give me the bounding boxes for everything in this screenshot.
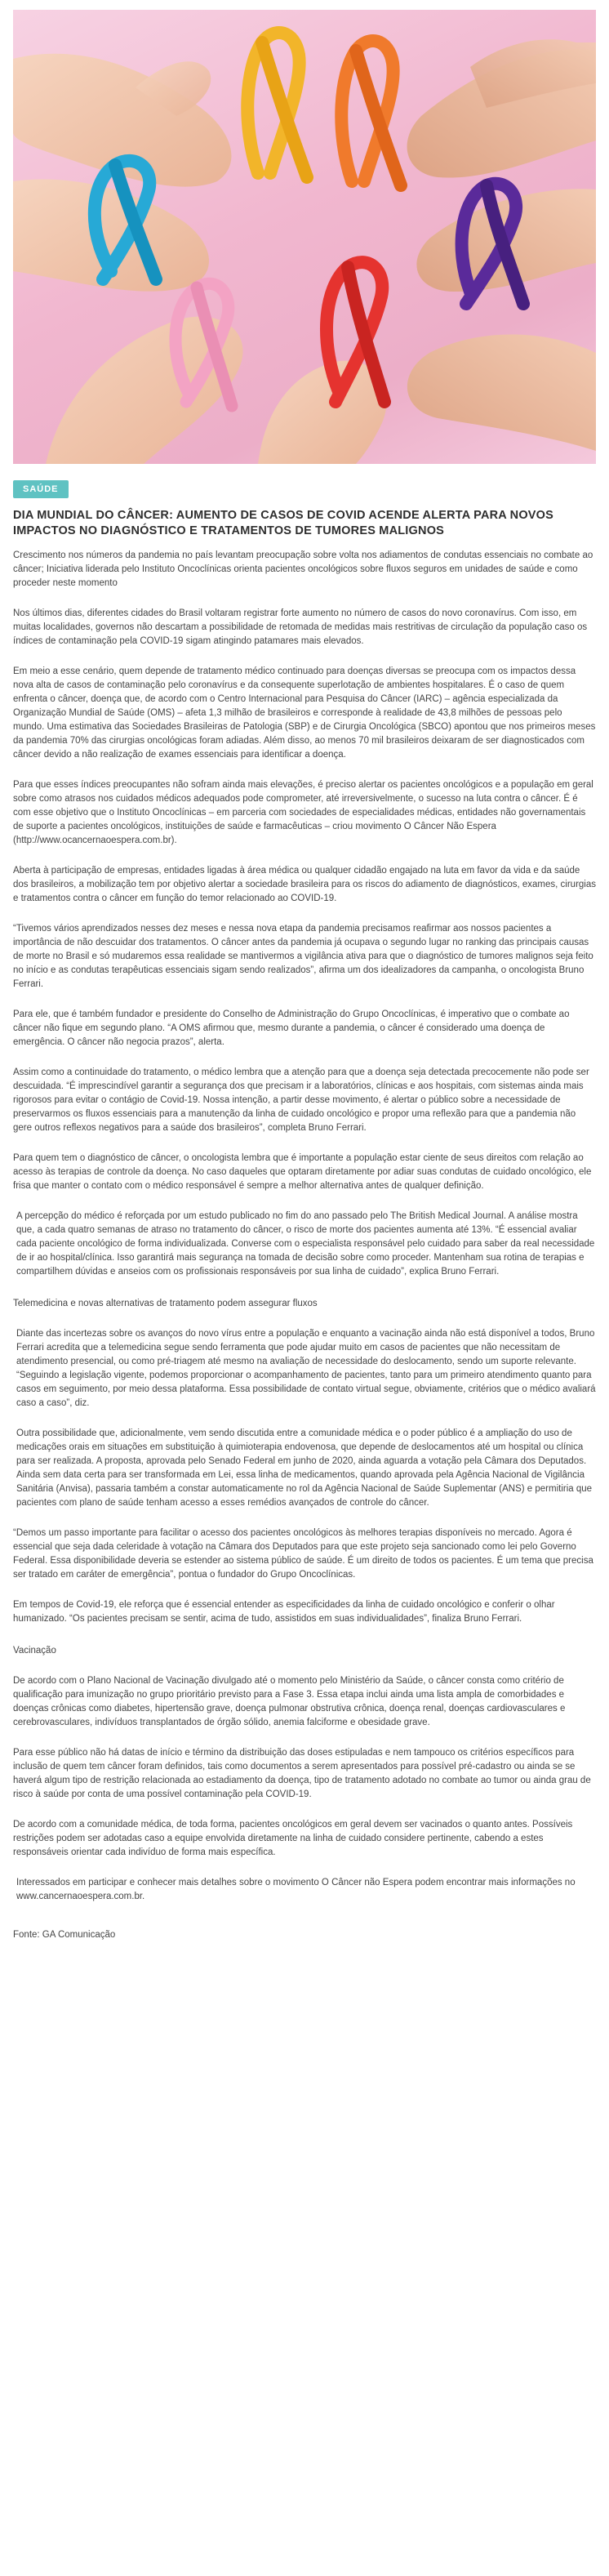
article-paragraph: Para esse público não há datas de início e término da distribuição das doses estipuladas e nem tampouco os critérios específicos para inclusão de quem tem câncer foram definidos, tais como documentos a serem apresentados para possível pré-cadastro ou ainda se se haverá algum tipo de restrição relacionada ao estadiamento da doença, tipo de tratamento adotado no combate ao tumor ou ainda grau de risco à saúde por conta de uma possível contaminação pela COVID-19. xyxy=(13,1748,591,1799)
hero-image xyxy=(13,10,596,464)
article-paragraph: Para quem tem o diagnóstico de câncer, o oncologista lembra que é importante a população estar ciente de seus direitos com relação ao acesso às terapias de controle da doença. No caso daqueles que optaram diretamente por adiar suas condutas de cuidado oncológico, ele frisa que manter o contato com o médico responsável é sempre a melhor alternativa antes de qualquer definição. xyxy=(13,1153,592,1191)
article-paragraph: Em tempos de Covid-19, ele reforça que é essencial entender as especificidades da linha de cuidado oncológico e conferir o olhar humanizado. “Os pacientes precisam se sentir, acima de tudo, assistidos em suas individualidades”, finaliza Bruno Ferrari. xyxy=(13,1600,555,1624)
article-paragraph: Interessados em participar e conhecer mais detalhes sobre o movimento O Câncer não Espera podem encontrar mais informações no www.cancernaoespera.com.br. xyxy=(16,1878,576,1901)
article-lead: Crescimento nos números da pandemia no país levantam preocupação sobre volta nos adiamentos de condutas essenciais no combate ao câncer; Iniciativa liderada pelo Instituto Oncoclínicas orienta pacientes oncológicos sobre fluxos seguros em unidades de saúde e como proceder neste momento xyxy=(13,550,593,588)
hand-bottom-center xyxy=(258,361,387,464)
yellow-ribbon xyxy=(247,33,307,177)
orange-ribbon xyxy=(341,41,401,185)
category-tag[interactable]: SAÚDE xyxy=(13,480,69,498)
article-paragraph: Outra possibilidade que, adicionalmente, vem sendo discutida entre a comunidade médica e o poder público é a ampliação do uso de medicações orais em situações em substituição à quimioterapia endovenosa, que depende de deslocamentos até um hospital ou clínica para ser realizada. A proposta, aprovada pelo Senado Federal em junho de 2020, ainda aguarda a votação pela Câmara dos Deputados. Ainda sem data certa para ser transformada em Lei, essa linha de medicamentos, quando aprovada pela Agência Nacional de Vigilância Sanitária (Anvisa), passaria também a constar automaticamente no rol da Agência Nacional de Saúde Suplementar (ANS) e permitiria que pacientes com plano de saúde tenham acesso a esses remédios avançados de controle do câncer. xyxy=(16,1428,593,1508)
article-paragraph: Diante das incertezas sobre os avanços do novo vírus entre a população e enquanto a vacinação ainda não está disponível a todos, Bruno Ferrari acredita que a telemedicina segue sendo ferramenta que pode ajudar muito em casos de pacientes que não necessitam de atendimento presencial, ou como pré-triagem até mesmo na avaliação de necessidade do deslocamento, sendo um suporte relevante. “Seguindo a legislação vigente, podemos proporcionar o acompanhamento de pacientes, tanto para um primeiro atendimento quanto para casos em seguimento, por meio dessa plataforma. Essa possibilidade de contato virtual segue, obviamente, critérios que o médico avaliará caso a caso”, diz. xyxy=(16,1329,596,1408)
section-heading-vacinacao: Vacinação xyxy=(13,1646,56,1656)
article-paragraph: A percepção do médico é reforçada por um estudo publicado no fim do ano passado pelo The British Medical Journal. A análise mostra que, a cada quatro semanas de atraso no tratamento do câncer, o risco de morte dos pacientes aumenta até 13%. “É essencial avaliar cada paciente oncológico de forma individualizada. Converse com o especialista responsável pelo cuidado para saber da real necessidade de ir ao hospital/clínica. Isso garantirá mais segurança na tomada de decisão sobre como proceder. Mantenham sua rotina de terapias e compartilhem dúvidas e anseios com os profissionais responsáveis por sua linha de cuidado”, explica Bruno Ferrari. xyxy=(16,1211,595,1277)
section-heading-telemedicina: Telemedicina e novas alternativas de tratamento podem assegurar fluxos xyxy=(13,1299,318,1308)
hands-with-ribbons-illustration xyxy=(13,10,596,464)
article-paragraph: De acordo com a comunidade médica, de toda forma, pacientes oncológicos em geral devem ser vacinados o quanto antes. Possíveis restrições podem ser adotadas caso a equipe envolvida diretamente na linha de cuidado considere pertinente, cabendo a estes responsáveis orientar cada indivíduo de forma mais específica. xyxy=(13,1820,573,1857)
article-paragraph: De acordo com o Plano Nacional de Vacinação divulgado até o momento pelo Ministério da Saúde, o câncer consta como critério de qualificação para imunização no grupo prioritário previsto para a Fase 3. Essa etapa inclui ainda uma lista ampla de comorbidades e doenças crônicas como diabetes, hipertensão grave, doença pulmonar obstrutiva crônica, doença renal, doenças cardiovasculares e cerebrovasculares, indivíduos transplantados de órgão sólido, anemia falciforme e obesidade grave. xyxy=(13,1676,566,1727)
hand-top-right xyxy=(407,39,596,177)
article-paragraph: “Demos um passo importante para facilitar o acesso dos pacientes oncológicos às melhores terapias disponíveis no mercado. Agora é essencial que seja dada celeridade à votação na Câmara dos Deputados para que este projeto seja sancionado como lei pelo Governo Federal. Essa disponibilidade deveria se estender ao sistema público de saúde. É um direito de todos os pacientes. É um tema que precisa ser tratado em caráter de emergência”, pontua o fundador do Grupo Oncoclínicas. xyxy=(13,1528,593,1580)
article-paragraph: Aberta à participação de empresas, entidades ligadas à área médica ou qualquer cidadão engajado na luta em favor da vida e da saúde dos brasileiros, a mobilização tem por objetivo alertar a sociedade brasileira para os riscos do adiamento de diagnósticos, exames, cirurgias e tratamentos contra o câncer em função do temor relacionado ao COVID-19. xyxy=(13,866,596,903)
article-source: Fonte: GA Comunicação xyxy=(13,1930,116,1940)
hand-bottom-right xyxy=(407,335,596,452)
article-paragraph: Em meio a esse cenário, quem depende de tratamento médico continuado para doenças diversas se preocupa com os impactos dessa nova alta de casos de contaminação pelo coronavírus e da consequente superlotação de ambientes hospitalares. É o caso de quem enfrenta o câncer, doença que, de acordo com o Centro Internacional para Pesquisa do Câncer (IARC) – agência especializada da Organização Mundial de Saúde (OMS) – afeta 1,3 milhão de brasileiros e corresponde à realidade de 43,8 milhões de pessoas pelo mundo. Uma estimativa das Sociedades Brasileiras de Patologia (SBP) e de Cirurgia Oncológica (SBCO) apontou que nos primeiros meses da pandemia 70% das cirurgias oncológicas foram adiadas. Além disso, ao menos 70 mil brasileiros deixaram de ser diagnosticados com câncer devido a não realização de exames essenciais para identificar a doença. xyxy=(13,666,596,760)
article-paragraph: “Tivemos vários aprendizados nesses dez meses e nessa nova etapa da pandemia precisamos reafirmar aos nossos pacientes a importância de não descuidar dos tratamentos. O câncer antes da pandemia já ocupava o segundo lugar no ranking das principais causas de morte no Brasil e só mudaremos essa realidade se mantivermos a vigilância ativa para que o diagnóstico de tumores malignos seja feito no início e as condutas terapêuticas essenciais sigam sendo realizados”, afirma um dos idealizadores da campanha, o oncologista Bruno Ferrari. xyxy=(13,924,593,989)
article-paragraph: Para ele, que é também fundador e presidente do Conselho de Administração do Grupo Oncoclínicas, é imperativo que o combate ao câncer não fique em segundo plano. “A OMS afirmou que, mesmo durante a pandemia, o câncer é considerado uma doença de emergência. O câncer não negocia prazos”, alerta. xyxy=(13,1009,570,1047)
article-paragraph: Assim como a continuidade do tratamento, o médico lembra que a atenção para que a doença seja detectada precocemente não pode ser descuidada. “É imprescindível garantir a segurança dos que precisam ir a laboratórios, clínicas e aos hospitais, com sistemas ainda mais rigorosos para evitar o contágio de Covid-19. Nossa intenção, a partir desse movimento, é alertar o público sobre a necessidade de preservarmos os fluxos essenciais para a manutenção da linha de cuidado oncológico e propor uma reflexão para que a pandemia não gere outros reflexos negativos para a saúde dos brasileiros”, completa Bruno Ferrari. xyxy=(13,1067,589,1133)
article-body xyxy=(13,607,596,1904)
article-paragraph: Nos últimos dias, diferentes cidades do Brasil voltaram registrar forte aumento no número de casos do novo coronavírus. Com isso, em muitas localidades, governos não descartam a possibilidade de retomada de medidas mais restritivas de circulação da população caso os índices de contaminação pela COVID-19 sigam atingindo patamares mais elevados. xyxy=(13,608,588,646)
article-title: DIA MUNDIAL DO CÂNCER: AUMENTO DE CASOS DE COVID ACENDE ALERTA PARA NOVOS IMPACTOS NO DIAGNÓSTICO E TRATAMENTOS DE TUMORES MALIGNOS xyxy=(13,509,554,537)
article-paragraph: Para que esses índices preocupantes não sofram ainda mais elevações, é preciso alertar os pacientes oncológicos e a população em geral sobre como atrasos nos cuidados médicos adequados pode comprometer, até irreversivelmente, o sucesso na luta contra o câncer. É é com esse objetivo que o Instituto Oncoclínicas – em parceria com sociedades de especialidades médicas, entidades não governamentais de suporte a pacientes oncológicos, instituições de saúde e farmacêuticas – criou movimento O Câncer Não Espera (http://www.ocancernaoespera.com.br). xyxy=(13,780,593,845)
